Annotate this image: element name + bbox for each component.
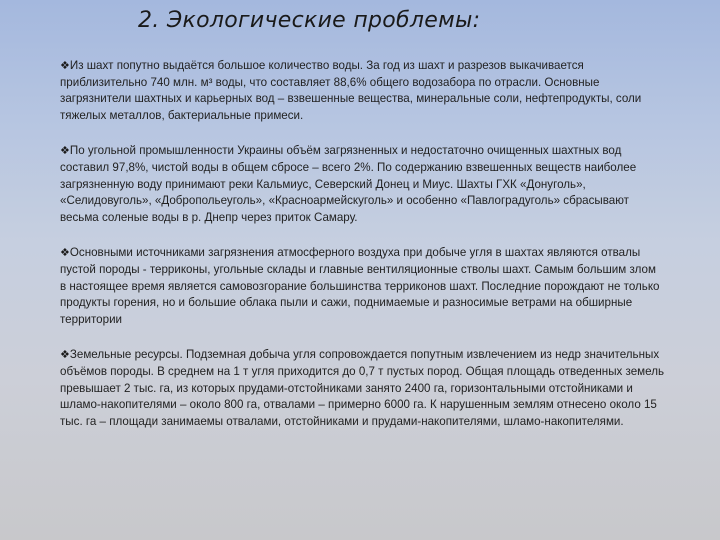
paragraph-air-pollution (60, 245, 664, 328)
paragraph-text: По угольной промышленности Украины объём загрязненных и недостаточно очищенных шахтных вод составил 97,8%, чистой воды в общем сбросе – всего 2%. По содержанию взвешенных веществ наиболее загрязненную воду принимают реки Кальмиус, Северский Донец и Миус. Шахты ГХК «Донуголь», «Селидовуголь», «Добропольеуголь», «Красноармейскуголь» и особенно «Павлоградуголь» сбрасывают весьма соленые воды в р. Днепр через приток Самару. (60, 144, 637, 224)
paragraph-water-pollution (60, 143, 664, 226)
slide-title: 2. Экологические проблемы: (138, 8, 481, 33)
paragraph-text: Из шахт попутно выдаётся большое количество воды. За год из шахт и разрезов выкачивается приблизительно 740 млн. м³ воды, что составляет 88,6% общего водозабора по отрасли. Основные загрязнители шахтных и карьерных вод – взвешенные вещества, минеральные соли, нефтепродукты, соли тяжелых металлов, бактериальные примеси. (60, 59, 642, 122)
paragraph-mine-water (60, 58, 664, 124)
slide-content (60, 58, 664, 449)
paragraph-text: Земельные ресурсы. Подземная добыча угля сопровождается попутным извлечением из недр значительных объёмов породы. В среднем на 1 т угля приходится до 0,7 т пустых пород. Общая площадь отведенных земель превышает 2 тыс. га, из которых прудами-отстойниками занято 2400 га, горизонтальными отстойниками и шламо-накопителями – около 800 га, отвалами – примерно 6000 га. К нарушенным землям отнесено около 15 тыс. га – площади занимаемы отвалами, отстойниками и прудами-накопителями, шламо-накопителями. (60, 348, 665, 428)
diamond-bullet-icon: ❖ (60, 144, 70, 158)
diamond-bullet-icon: ❖ (60, 348, 70, 362)
diamond-bullet-icon: ❖ (60, 246, 70, 260)
paragraph-land-resources (60, 347, 664, 430)
paragraph-text: Основными источниками загрязнения атмосферного воздуха при добыче угля в шахтах являются отвалы пустой породы - терриконы, угольные склады и главные вентиляционные стволы шахт. Самым большим злом в настоящее время является самовозгорание большинства терриконов шахт. Последние порождают не только продукты горения, но и большие облака пыли и сажи, поднимаемые и разносимые ветрами на обширные территории (60, 246, 660, 326)
diamond-bullet-icon: ❖ (60, 59, 70, 72)
